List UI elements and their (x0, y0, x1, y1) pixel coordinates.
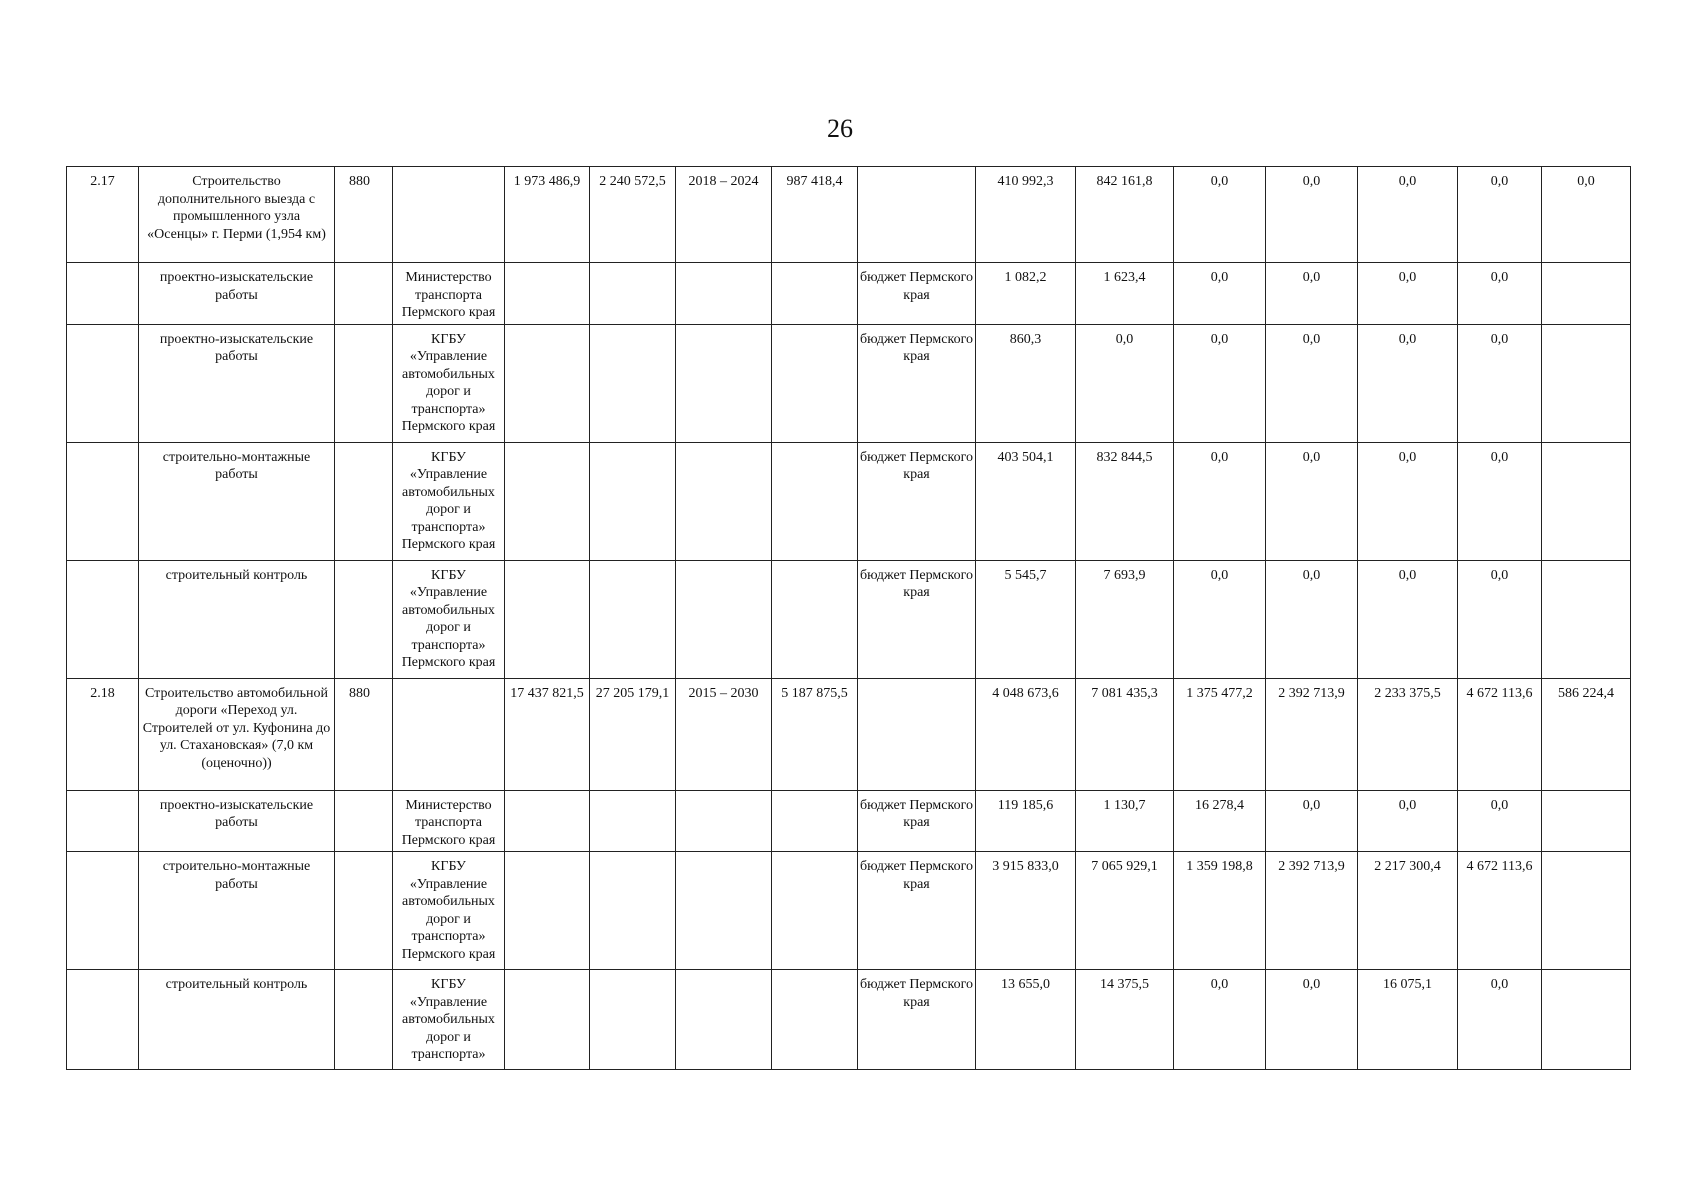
item-code-cell (67, 263, 139, 325)
year-6-value-cell: 0,0 (1458, 263, 1542, 325)
year-3-value-cell: 0,0 (1174, 263, 1266, 325)
funding-source-cell: бюджет Пермского края (858, 324, 976, 442)
executor-cell: Министерство транспорта Пермского края (393, 790, 505, 852)
total-cost-cell: 2 240 572,5 (590, 167, 676, 263)
spent-before-cell (772, 970, 858, 1070)
period-cell (676, 442, 772, 560)
year-7-value-cell (1542, 324, 1631, 442)
year-7-value-cell: 586 224,4 (1542, 678, 1631, 790)
total-cost-cell (590, 790, 676, 852)
year-1-value-cell: 4 048 673,6 (976, 678, 1076, 790)
executor-cell: КГБУ «Управление автомобильных дорог и транспорта» Пермского края (393, 852, 505, 970)
year-1-value-cell: 119 185,6 (976, 790, 1076, 852)
year-2-value-cell: 14 375,5 (1076, 970, 1174, 1070)
grbs-code-cell (335, 324, 393, 442)
item-name-cell: строительный контроль (139, 560, 335, 678)
item-code-cell (67, 852, 139, 970)
year-2-value-cell: 7 081 435,3 (1076, 678, 1174, 790)
estimated-cost-cell: 17 437 821,5 (505, 678, 590, 790)
year-5-value-cell: 2 233 375,5 (1358, 678, 1458, 790)
executor-cell: КГБУ «Управление автомобильных дорог и транспорта» Пермского края (393, 324, 505, 442)
item-name-cell: Строительство автомобильной дороги «Переход ул. Строителей от ул. Куфонина до ул. Стахановская» (7,0 км (оценочно)) (139, 678, 335, 790)
executor-cell: КГБУ «Управление автомобильных дорог и транспорта» (393, 970, 505, 1070)
year-4-value-cell: 2 392 713,9 (1266, 852, 1358, 970)
year-5-value-cell: 0,0 (1358, 167, 1458, 263)
funding-source-cell (858, 167, 976, 263)
item-name-cell: проектно-изыскательские работы (139, 790, 335, 852)
year-3-value-cell: 16 278,4 (1174, 790, 1266, 852)
year-4-value-cell: 0,0 (1266, 263, 1358, 325)
year-5-value-cell: 0,0 (1358, 560, 1458, 678)
item-code-cell (67, 970, 139, 1070)
year-7-value-cell (1542, 970, 1631, 1070)
spent-before-cell (772, 560, 858, 678)
year-3-value-cell: 0,0 (1174, 324, 1266, 442)
year-3-value-cell: 0,0 (1174, 442, 1266, 560)
grbs-code-cell: 880 (335, 678, 393, 790)
estimated-cost-cell (505, 324, 590, 442)
item-name-cell: Строительство дополнительного выезда с промышленного узла «Осенцы» г. Перми (1,954 км) (139, 167, 335, 263)
spent-before-cell (772, 324, 858, 442)
executor-cell: КГБУ «Управление автомобильных дорог и транспорта» Пермского края (393, 560, 505, 678)
year-4-value-cell: 0,0 (1266, 167, 1358, 263)
year-7-value-cell: 0,0 (1542, 167, 1631, 263)
total-cost-cell (590, 442, 676, 560)
funding-source-cell: бюджет Пермского края (858, 263, 976, 325)
table-row (67, 263, 1631, 325)
year-7-value-cell (1542, 790, 1631, 852)
executor-cell: КГБУ «Управление автомобильных дорог и транспорта» Пермского края (393, 442, 505, 560)
table-row (67, 790, 1631, 852)
item-name-cell: строительно-монтажные работы (139, 442, 335, 560)
estimated-cost-cell (505, 852, 590, 970)
year-4-value-cell: 0,0 (1266, 790, 1358, 852)
grbs-code-cell (335, 790, 393, 852)
funding-source-cell: бюджет Пермского края (858, 970, 976, 1070)
year-2-value-cell: 1 130,7 (1076, 790, 1174, 852)
spent-before-cell: 5 187 875,5 (772, 678, 858, 790)
estimated-cost-cell (505, 263, 590, 325)
year-3-value-cell: 0,0 (1174, 167, 1266, 263)
year-7-value-cell (1542, 560, 1631, 678)
year-5-value-cell: 0,0 (1358, 263, 1458, 325)
year-1-value-cell: 410 992,3 (976, 167, 1076, 263)
total-cost-cell (590, 852, 676, 970)
total-cost-cell: 27 205 179,1 (590, 678, 676, 790)
table-row (67, 442, 1631, 560)
item-name-cell: проектно-изыскательские работы (139, 263, 335, 325)
year-2-value-cell: 7 065 929,1 (1076, 852, 1174, 970)
item-code-cell (67, 442, 139, 560)
year-4-value-cell: 0,0 (1266, 970, 1358, 1070)
spent-before-cell: 987 418,4 (772, 167, 858, 263)
year-7-value-cell (1542, 852, 1631, 970)
period-cell (676, 560, 772, 678)
total-cost-cell (590, 324, 676, 442)
executor-cell: Министерство транспорта Пермского края (393, 263, 505, 325)
year-3-value-cell: 0,0 (1174, 560, 1266, 678)
spent-before-cell (772, 790, 858, 852)
period-cell: 2015 – 2030 (676, 678, 772, 790)
table-row (67, 324, 1631, 442)
year-2-value-cell: 0,0 (1076, 324, 1174, 442)
year-2-value-cell: 7 693,9 (1076, 560, 1174, 678)
year-2-value-cell: 1 623,4 (1076, 263, 1174, 325)
table-row (67, 970, 1631, 1070)
funding-source-cell: бюджет Пермского края (858, 560, 976, 678)
grbs-code-cell (335, 263, 393, 325)
grbs-code-cell (335, 560, 393, 678)
spent-before-cell (772, 263, 858, 325)
year-1-value-cell: 403 504,1 (976, 442, 1076, 560)
year-6-value-cell: 4 672 113,6 (1458, 852, 1542, 970)
year-1-value-cell: 3 915 833,0 (976, 852, 1076, 970)
estimated-cost-cell: 1 973 486,9 (505, 167, 590, 263)
year-3-value-cell: 1 359 198,8 (1174, 852, 1266, 970)
year-1-value-cell: 1 082,2 (976, 263, 1076, 325)
period-cell: 2018 – 2024 (676, 167, 772, 263)
year-1-value-cell: 5 545,7 (976, 560, 1076, 678)
page-number: 26 (827, 114, 853, 143)
period-cell (676, 852, 772, 970)
year-4-value-cell: 0,0 (1266, 442, 1358, 560)
year-4-value-cell: 0,0 (1266, 324, 1358, 442)
table-row (67, 852, 1631, 970)
year-5-value-cell: 16 075,1 (1358, 970, 1458, 1070)
grbs-code-cell (335, 970, 393, 1070)
year-3-value-cell: 1 375 477,2 (1174, 678, 1266, 790)
total-cost-cell (590, 560, 676, 678)
grbs-code-cell (335, 852, 393, 970)
table-row (67, 560, 1631, 678)
year-5-value-cell: 2 217 300,4 (1358, 852, 1458, 970)
total-cost-cell (590, 263, 676, 325)
year-5-value-cell: 0,0 (1358, 324, 1458, 442)
estimated-cost-cell (505, 560, 590, 678)
item-code-cell: 2.18 (67, 678, 139, 790)
year-7-value-cell (1542, 442, 1631, 560)
item-code-cell (67, 324, 139, 442)
year-2-value-cell: 832 844,5 (1076, 442, 1174, 560)
year-6-value-cell: 0,0 (1458, 790, 1542, 852)
period-cell (676, 324, 772, 442)
estimated-cost-cell (505, 790, 590, 852)
spent-before-cell (772, 852, 858, 970)
year-6-value-cell: 4 672 113,6 (1458, 678, 1542, 790)
executor-cell (393, 678, 505, 790)
year-2-value-cell: 842 161,8 (1076, 167, 1174, 263)
item-code-cell (67, 560, 139, 678)
table-row (67, 678, 1631, 790)
table-row (67, 167, 1631, 263)
period-cell (676, 263, 772, 325)
item-code-cell (67, 790, 139, 852)
year-1-value-cell: 13 655,0 (976, 970, 1076, 1070)
year-4-value-cell: 0,0 (1266, 560, 1358, 678)
program-table (66, 166, 1631, 1070)
year-6-value-cell: 0,0 (1458, 442, 1542, 560)
estimated-cost-cell (505, 970, 590, 1070)
year-6-value-cell: 0,0 (1458, 970, 1542, 1070)
period-cell (676, 790, 772, 852)
estimated-cost-cell (505, 442, 590, 560)
item-name-cell: проектно-изыскательские работы (139, 324, 335, 442)
year-3-value-cell: 0,0 (1174, 970, 1266, 1070)
executor-cell (393, 167, 505, 263)
year-5-value-cell: 0,0 (1358, 442, 1458, 560)
funding-source-cell: бюджет Пермского края (858, 790, 976, 852)
funding-source-cell (858, 678, 976, 790)
funding-source-cell: бюджет Пермского края (858, 852, 976, 970)
total-cost-cell (590, 970, 676, 1070)
period-cell (676, 970, 772, 1070)
grbs-code-cell (335, 442, 393, 560)
year-4-value-cell: 2 392 713,9 (1266, 678, 1358, 790)
year-6-value-cell: 0,0 (1458, 560, 1542, 678)
year-7-value-cell (1542, 263, 1631, 325)
year-5-value-cell: 0,0 (1358, 790, 1458, 852)
grbs-code-cell: 880 (335, 167, 393, 263)
year-1-value-cell: 860,3 (976, 324, 1076, 442)
year-6-value-cell: 0,0 (1458, 167, 1542, 263)
item-code-cell: 2.17 (67, 167, 139, 263)
year-6-value-cell: 0,0 (1458, 324, 1542, 442)
item-name-cell: строительно-монтажные работы (139, 852, 335, 970)
item-name-cell: строительный контроль (139, 970, 335, 1070)
spent-before-cell (772, 442, 858, 560)
funding-source-cell: бюджет Пермского края (858, 442, 976, 560)
